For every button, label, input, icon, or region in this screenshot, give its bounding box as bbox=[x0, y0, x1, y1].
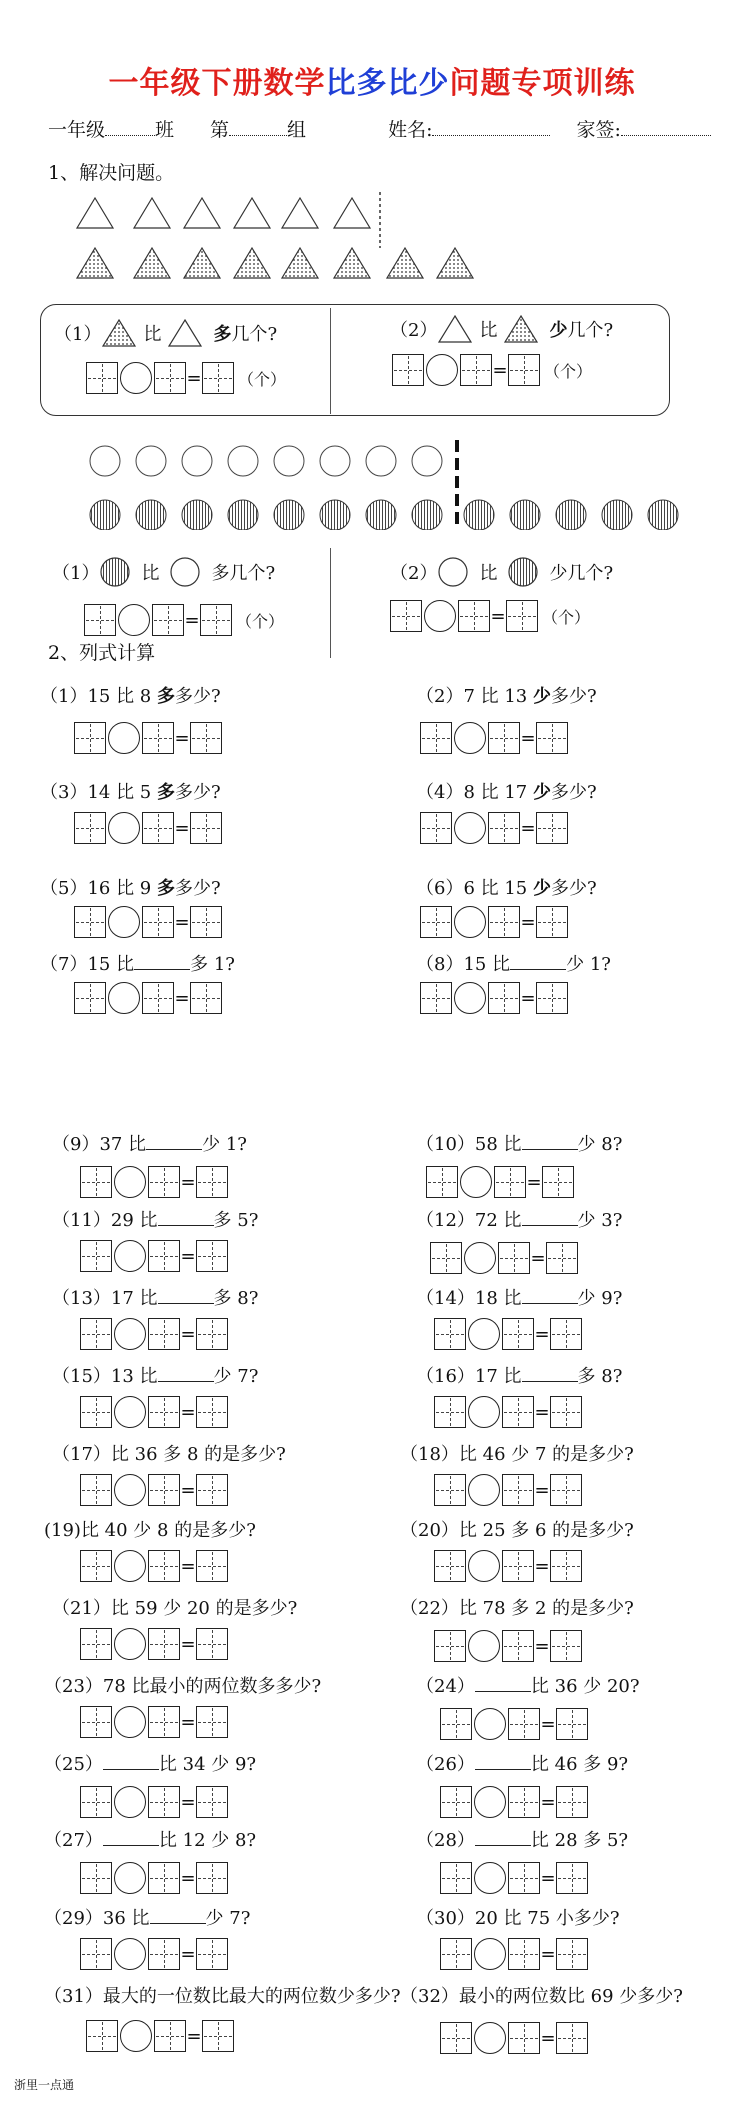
circle-shape bbox=[412, 500, 442, 530]
answer-box[interactable] bbox=[154, 2020, 186, 2052]
answer-box[interactable] bbox=[196, 1318, 228, 1350]
equation-5: = bbox=[74, 906, 222, 938]
fill-blank[interactable] bbox=[510, 953, 566, 970]
answer-box[interactable] bbox=[434, 1474, 466, 1506]
circle-shape bbox=[228, 446, 258, 476]
question-14: （14）18 比 少 9? bbox=[416, 1288, 623, 1309]
answer-box[interactable] bbox=[508, 1708, 540, 1740]
answer-box[interactable] bbox=[536, 982, 568, 1014]
equation-17: = bbox=[80, 1474, 228, 1506]
triangle-shape bbox=[184, 248, 220, 278]
circle-shape bbox=[366, 446, 396, 476]
fill-blank[interactable] bbox=[158, 1365, 214, 1382]
equation-27: = bbox=[80, 1862, 228, 1894]
answer-box[interactable] bbox=[196, 1786, 228, 1818]
fill-blank[interactable] bbox=[475, 1753, 531, 1770]
question-19: (19)比 40 少 8 的是多少? bbox=[44, 1520, 256, 1541]
equation-24: = bbox=[440, 1708, 588, 1740]
answer-box[interactable] bbox=[80, 1318, 112, 1350]
answer-box[interactable] bbox=[86, 2020, 118, 2052]
triangle-shape bbox=[282, 198, 318, 228]
circle-shape bbox=[136, 446, 166, 476]
equation-22: = bbox=[434, 1630, 582, 1662]
answer-box[interactable] bbox=[80, 1396, 112, 1428]
answer-box[interactable] bbox=[84, 604, 116, 636]
triangle-shape bbox=[234, 198, 270, 228]
circle-shape bbox=[136, 500, 166, 530]
answer-box[interactable] bbox=[550, 1550, 582, 1582]
answer-box[interactable] bbox=[196, 1706, 228, 1738]
operator-circle[interactable] bbox=[426, 354, 458, 386]
answer-box[interactable] bbox=[200, 604, 232, 636]
fill-blank[interactable] bbox=[522, 1133, 578, 1150]
answer-box[interactable] bbox=[148, 1786, 180, 1818]
white-triangles-row bbox=[77, 198, 370, 228]
triangle-shape bbox=[77, 198, 113, 228]
question-12: （12）72 比 少 3? bbox=[416, 1210, 623, 1231]
answer-box[interactable] bbox=[440, 1862, 472, 1894]
question-32: （32）最小的两位数比 69 少多少? bbox=[400, 1986, 683, 2007]
operator-circle[interactable] bbox=[424, 600, 456, 632]
equation-13: = bbox=[80, 1318, 228, 1350]
answer-box[interactable] bbox=[556, 1938, 588, 1970]
fill-blank[interactable] bbox=[103, 1753, 159, 1770]
answer-box[interactable] bbox=[420, 982, 452, 1014]
answer-box[interactable] bbox=[542, 1166, 574, 1198]
answer-box[interactable] bbox=[148, 1628, 180, 1660]
circle-shape bbox=[182, 500, 212, 530]
triangle-shape bbox=[134, 248, 170, 278]
answer-box[interactable] bbox=[196, 1862, 228, 1894]
page-title: 一年级下册数学比多比少问题专项训练 bbox=[108, 66, 636, 101]
operator-circle[interactable] bbox=[114, 1474, 146, 1506]
answer-box[interactable] bbox=[502, 1396, 534, 1428]
fill-blank[interactable] bbox=[522, 1365, 578, 1382]
answer-box[interactable] bbox=[80, 1550, 112, 1582]
fill-blank[interactable] bbox=[158, 1209, 214, 1226]
question-13: （13）17 比 多 8? bbox=[52, 1288, 259, 1309]
answer-box[interactable] bbox=[196, 1166, 228, 1198]
equation-30: = bbox=[440, 1938, 588, 1970]
equation-20: = bbox=[434, 1550, 582, 1582]
q1-2-text: （2） 比 少 几个? bbox=[390, 314, 613, 344]
answer-box[interactable] bbox=[142, 906, 174, 938]
answer-box[interactable] bbox=[536, 906, 568, 938]
equation-8: = bbox=[420, 982, 568, 1014]
answer-box[interactable] bbox=[420, 722, 452, 754]
operator-circle[interactable] bbox=[120, 362, 152, 394]
question-20: （20）比 25 多 6 的是多少? bbox=[400, 1520, 634, 1541]
operator-circle[interactable] bbox=[114, 1550, 146, 1582]
circles-figure bbox=[0, 440, 744, 530]
equation-32: = bbox=[440, 2022, 588, 2054]
question-11: （11）29 比 多 5? bbox=[52, 1210, 259, 1231]
circle-shape bbox=[90, 446, 120, 476]
equation-28: = bbox=[440, 1862, 588, 1894]
answer-box[interactable] bbox=[148, 1938, 180, 1970]
answer-box[interactable] bbox=[148, 1550, 180, 1582]
operator-circle[interactable] bbox=[468, 1474, 500, 1506]
triangle-shape bbox=[77, 248, 113, 278]
circle-shape bbox=[648, 500, 678, 530]
answer-box[interactable] bbox=[434, 1396, 466, 1428]
answer-box[interactable] bbox=[434, 1630, 466, 1662]
answer-box[interactable] bbox=[460, 354, 492, 386]
answer-box[interactable] bbox=[550, 1318, 582, 1350]
answer-box[interactable] bbox=[190, 906, 222, 938]
equation-29: = bbox=[80, 1938, 228, 1970]
circle-shape bbox=[182, 446, 212, 476]
answer-box[interactable] bbox=[390, 600, 422, 632]
parent-sign-blank[interactable] bbox=[621, 117, 711, 136]
operator-circle[interactable] bbox=[464, 1242, 496, 1274]
triangle-shape bbox=[282, 248, 318, 278]
answer-box[interactable] bbox=[440, 1708, 472, 1740]
answer-box[interactable] bbox=[196, 1240, 228, 1272]
circle-shape bbox=[320, 446, 350, 476]
equation-14: = bbox=[434, 1318, 582, 1350]
operator-circle[interactable] bbox=[474, 1938, 506, 1970]
operator-circle[interactable] bbox=[114, 1318, 146, 1350]
equation-31: = bbox=[86, 2020, 234, 2052]
answer-box[interactable] bbox=[546, 1242, 578, 1274]
class-blank[interactable] bbox=[105, 117, 155, 136]
circle-shape bbox=[510, 500, 540, 530]
question-31: （31）最大的一位数比最大的两位数少多少? bbox=[44, 1986, 401, 2007]
question-16: （16）17 比 多 8? bbox=[416, 1366, 623, 1387]
answer-box[interactable] bbox=[550, 1474, 582, 1506]
answer-box[interactable] bbox=[488, 906, 520, 938]
answer-box[interactable] bbox=[80, 1706, 112, 1738]
equation-16: = bbox=[434, 1396, 582, 1428]
operator-circle[interactable] bbox=[114, 1396, 146, 1428]
triangle-shape bbox=[437, 248, 473, 278]
answer-box[interactable] bbox=[488, 982, 520, 1014]
dotted-triangle-icon bbox=[503, 314, 539, 344]
circle-shape bbox=[90, 500, 120, 530]
equation-2: = bbox=[420, 722, 568, 754]
circle-shape bbox=[274, 446, 304, 476]
operator-circle[interactable] bbox=[114, 1240, 146, 1272]
fill-blank[interactable] bbox=[522, 1287, 578, 1304]
white-circles-row bbox=[90, 446, 442, 476]
answer-box[interactable] bbox=[392, 354, 424, 386]
question-1: （1）15 比 8 多多少? bbox=[40, 686, 221, 707]
fill-blank[interactable] bbox=[475, 1829, 531, 1846]
answer-box[interactable] bbox=[142, 812, 174, 844]
question-7: （7）15 比 多 1? bbox=[40, 954, 235, 975]
operator-circle[interactable] bbox=[108, 982, 140, 1014]
answer-box[interactable] bbox=[152, 604, 184, 636]
answer-box[interactable] bbox=[550, 1630, 582, 1662]
operator-circle[interactable] bbox=[468, 1550, 500, 1582]
circle-shape bbox=[412, 446, 442, 476]
answer-box[interactable] bbox=[202, 362, 234, 394]
answer-box[interactable] bbox=[148, 1706, 180, 1738]
answer-box[interactable] bbox=[502, 1318, 534, 1350]
striped-circle-icon bbox=[507, 556, 539, 588]
triangle-shape bbox=[334, 248, 370, 278]
fill-blank[interactable] bbox=[146, 1133, 202, 1150]
question-26: （26） 比 46 多 9? bbox=[416, 1754, 629, 1775]
answer-box[interactable] bbox=[508, 354, 540, 386]
answer-box[interactable] bbox=[420, 812, 452, 844]
question-28: （28） 比 28 多 5? bbox=[416, 1830, 629, 1851]
answer-box[interactable] bbox=[440, 1786, 472, 1818]
fill-blank[interactable] bbox=[134, 953, 190, 970]
answer-box[interactable] bbox=[80, 1862, 112, 1894]
operator-circle[interactable] bbox=[474, 1786, 506, 1818]
equation-7: = bbox=[74, 982, 222, 1014]
dotted-triangle-icon bbox=[101, 318, 137, 348]
question-9: （9）37 比 少 1? bbox=[52, 1134, 247, 1155]
answer-box[interactable] bbox=[148, 1862, 180, 1894]
section1-heading: 1、解决问题。 bbox=[48, 162, 175, 184]
question-27: （27） 比 12 少 8? bbox=[44, 1830, 257, 1851]
answer-box[interactable] bbox=[190, 982, 222, 1014]
operator-circle[interactable] bbox=[454, 722, 486, 754]
question-6: （6）6 比 15 少多少? bbox=[416, 878, 597, 899]
answer-box[interactable] bbox=[502, 1474, 534, 1506]
answer-box[interactable] bbox=[80, 1240, 112, 1272]
equation-23: = bbox=[80, 1706, 228, 1738]
q1-4-text: （2） 比 少几个? bbox=[390, 556, 613, 588]
question-30: （30）20 比 75 小多少? bbox=[416, 1908, 620, 1929]
answer-box[interactable] bbox=[154, 362, 186, 394]
equation-s1-2: = （个） bbox=[392, 354, 592, 386]
question-8: （8）15 比 少 1? bbox=[416, 954, 611, 975]
operator-circle[interactable] bbox=[474, 1862, 506, 1894]
operator-circle[interactable] bbox=[114, 1862, 146, 1894]
fill-blank[interactable] bbox=[103, 1829, 159, 1846]
answer-box[interactable] bbox=[426, 1166, 458, 1198]
question-24: （24） 比 36 少 20? bbox=[416, 1676, 640, 1697]
equation-9: = bbox=[80, 1166, 228, 1198]
answer-box[interactable] bbox=[202, 2020, 234, 2052]
circle-shape bbox=[556, 500, 586, 530]
white-triangle-icon bbox=[437, 314, 473, 344]
answer-box[interactable] bbox=[148, 1166, 180, 1198]
fill-blank[interactable] bbox=[522, 1209, 578, 1226]
answer-box[interactable] bbox=[430, 1242, 462, 1274]
answer-box[interactable] bbox=[488, 812, 520, 844]
equation-s1-1: = （个） bbox=[86, 362, 286, 394]
answer-box[interactable] bbox=[148, 1396, 180, 1428]
answer-box[interactable] bbox=[434, 1318, 466, 1350]
striped-circle-icon bbox=[99, 556, 131, 588]
answer-box[interactable] bbox=[506, 600, 538, 632]
equation-19: = bbox=[80, 1550, 228, 1582]
group-blank[interactable] bbox=[229, 117, 287, 136]
equation-6: = bbox=[420, 906, 568, 938]
question-10: （10）58 比 少 8? bbox=[416, 1134, 623, 1155]
operator-circle[interactable] bbox=[114, 1786, 146, 1818]
question-2: （2）7 比 13 少多少? bbox=[416, 686, 597, 707]
circle-shape bbox=[274, 500, 304, 530]
operator-circle[interactable] bbox=[468, 1396, 500, 1428]
answer-box[interactable] bbox=[488, 722, 520, 754]
white-triangle-icon bbox=[167, 318, 203, 348]
question-29: （29）36 比 少 7? bbox=[44, 1908, 251, 1929]
equation-s1-3: = （个） bbox=[84, 604, 284, 636]
answer-box[interactable] bbox=[196, 1474, 228, 1506]
triangle-shape bbox=[184, 198, 220, 228]
striped-circles-row bbox=[90, 500, 678, 530]
equation-12: = bbox=[430, 1242, 578, 1274]
answer-box[interactable] bbox=[196, 1550, 228, 1582]
answer-box[interactable] bbox=[74, 982, 106, 1014]
question-3: （3）14 比 5 多多少? bbox=[40, 782, 221, 803]
answer-box[interactable] bbox=[74, 906, 106, 938]
answer-box[interactable] bbox=[196, 1938, 228, 1970]
operator-circle[interactable] bbox=[474, 1708, 506, 1740]
answer-box[interactable] bbox=[80, 1938, 112, 1970]
operator-circle[interactable] bbox=[118, 604, 150, 636]
equation-18: = bbox=[434, 1474, 582, 1506]
question-4: （4）8 比 17 少多少? bbox=[416, 782, 597, 803]
question-21: （21）比 59 少 20 的是多少? bbox=[52, 1598, 298, 1619]
question-15: （15）13 比 少 7? bbox=[52, 1366, 259, 1387]
fill-blank[interactable] bbox=[150, 1907, 206, 1924]
answer-box[interactable] bbox=[80, 1474, 112, 1506]
operator-circle[interactable] bbox=[474, 2022, 506, 2054]
question-5: （5）16 比 9 多多少? bbox=[40, 878, 221, 899]
operator-circle[interactable] bbox=[454, 982, 486, 1014]
answer-box[interactable] bbox=[190, 722, 222, 754]
equation-21: = bbox=[80, 1628, 228, 1660]
operator-circle[interactable] bbox=[114, 1706, 146, 1738]
white-circle-icon bbox=[169, 556, 201, 588]
name-blank[interactable] bbox=[432, 117, 550, 136]
answer-box[interactable] bbox=[142, 722, 174, 754]
triangles-figure bbox=[0, 190, 744, 290]
circle-shape bbox=[464, 500, 494, 530]
answer-box[interactable] bbox=[494, 1166, 526, 1198]
answer-box[interactable] bbox=[148, 1318, 180, 1350]
answer-box[interactable] bbox=[508, 1862, 540, 1894]
answer-box[interactable] bbox=[508, 1786, 540, 1818]
answer-box[interactable] bbox=[536, 812, 568, 844]
triangle-shape bbox=[234, 248, 270, 278]
student-info-line: 一年级 班 第 组 姓名: 家签: bbox=[48, 115, 711, 142]
equation-11: = bbox=[80, 1240, 228, 1272]
operator-circle[interactable] bbox=[114, 1628, 146, 1660]
answer-box[interactable] bbox=[434, 1550, 466, 1582]
answer-box[interactable] bbox=[556, 1708, 588, 1740]
answer-box[interactable] bbox=[86, 362, 118, 394]
triangle-shape bbox=[134, 198, 170, 228]
answer-box[interactable] bbox=[440, 1938, 472, 1970]
box-divider bbox=[330, 308, 331, 414]
circle-shape bbox=[228, 500, 258, 530]
triangle-shape bbox=[387, 248, 423, 278]
answer-box[interactable] bbox=[508, 1938, 540, 1970]
q1-1-text: （1） 比 多 几个? bbox=[54, 318, 277, 348]
circle-shape bbox=[366, 500, 396, 530]
circle-shape bbox=[320, 500, 350, 530]
equation-4: = bbox=[420, 812, 568, 844]
answer-box[interactable] bbox=[508, 2022, 540, 2054]
operator-circle[interactable] bbox=[120, 2020, 152, 2052]
answer-box[interactable] bbox=[148, 1474, 180, 1506]
operator-circle[interactable] bbox=[108, 812, 140, 844]
circles-divider bbox=[330, 548, 331, 658]
fill-blank[interactable] bbox=[158, 1287, 214, 1304]
answer-box[interactable] bbox=[142, 982, 174, 1014]
operator-circle[interactable] bbox=[108, 722, 140, 754]
answer-box[interactable] bbox=[440, 2022, 472, 2054]
answer-box[interactable] bbox=[556, 1862, 588, 1894]
operator-circle[interactable] bbox=[454, 906, 486, 938]
white-circle-icon bbox=[437, 556, 469, 588]
answer-box[interactable] bbox=[502, 1550, 534, 1582]
dotted-triangles-row bbox=[77, 248, 473, 278]
question-23: （23）78 比最小的两位数多多少? bbox=[44, 1676, 322, 1697]
answer-box[interactable] bbox=[74, 812, 106, 844]
operator-circle[interactable] bbox=[468, 1318, 500, 1350]
operator-circle[interactable] bbox=[454, 812, 486, 844]
equation-10: = bbox=[426, 1166, 574, 1198]
answer-box[interactable] bbox=[498, 1242, 530, 1274]
answer-box[interactable] bbox=[196, 1628, 228, 1660]
operator-circle[interactable] bbox=[114, 1166, 146, 1198]
answer-box[interactable] bbox=[148, 1240, 180, 1272]
answer-box[interactable] bbox=[80, 1166, 112, 1198]
operator-circle[interactable] bbox=[460, 1166, 492, 1198]
answer-box[interactable] bbox=[420, 906, 452, 938]
equation-25: = bbox=[80, 1786, 228, 1818]
operator-circle[interactable] bbox=[114, 1938, 146, 1970]
operator-circle[interactable] bbox=[108, 906, 140, 938]
equation-15: = bbox=[80, 1396, 228, 1428]
answer-box[interactable] bbox=[196, 1396, 228, 1428]
equation-s1-4: = （个） bbox=[390, 600, 590, 632]
question-25: （25） 比 34 少 9? bbox=[44, 1754, 257, 1775]
answer-box[interactable] bbox=[502, 1630, 534, 1662]
operator-circle[interactable] bbox=[468, 1630, 500, 1662]
answer-box[interactable] bbox=[458, 600, 490, 632]
section2-heading: 2、列式计算 bbox=[48, 642, 156, 664]
answer-box[interactable] bbox=[80, 1628, 112, 1660]
question-18: （18）比 46 少 7 的是多少? bbox=[400, 1444, 634, 1465]
equation-1: = bbox=[74, 722, 222, 754]
answer-box[interactable] bbox=[550, 1396, 582, 1428]
answer-box[interactable] bbox=[556, 2022, 588, 2054]
fill-blank[interactable] bbox=[475, 1675, 531, 1692]
circle-shape bbox=[602, 500, 632, 530]
answer-box[interactable] bbox=[190, 812, 222, 844]
footer-source: 浙里一点通 bbox=[14, 2078, 75, 2092]
equation-26: = bbox=[440, 1786, 588, 1818]
answer-box[interactable] bbox=[80, 1786, 112, 1818]
answer-box[interactable] bbox=[556, 1786, 588, 1818]
answer-box[interactable] bbox=[74, 722, 106, 754]
question-17: （17）比 36 多 8 的是多少? bbox=[52, 1444, 286, 1465]
triangle-shape bbox=[334, 198, 370, 228]
equation-3: = bbox=[74, 812, 222, 844]
question-22: （22）比 78 多 2 的是多少? bbox=[400, 1598, 634, 1619]
q1-3-text: （1） 比 多几个? bbox=[52, 556, 275, 588]
answer-box[interactable] bbox=[536, 722, 568, 754]
